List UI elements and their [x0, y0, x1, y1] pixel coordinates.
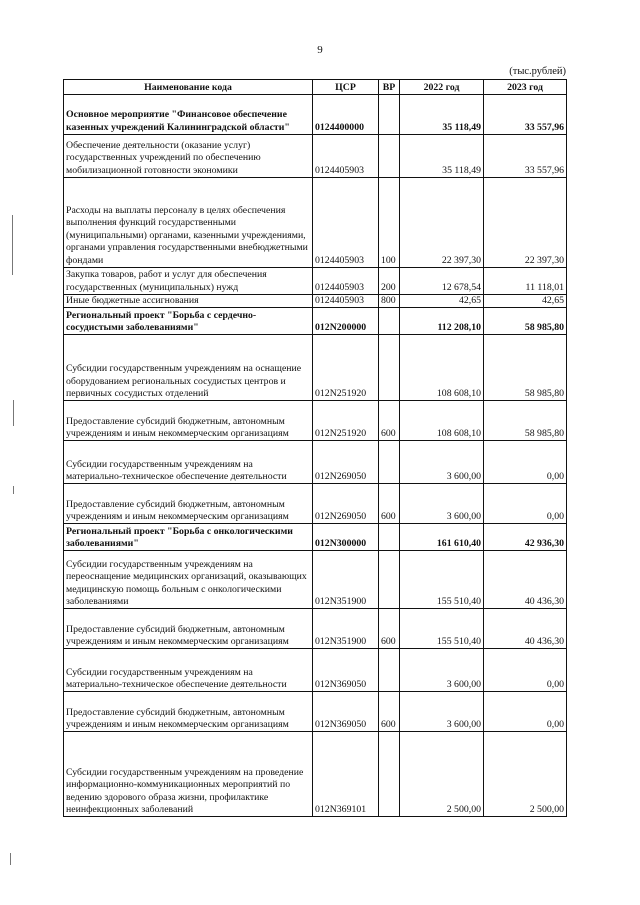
row-csr-cell: 0124405903 [313, 178, 379, 268]
table-row [64, 609, 567, 649]
budget-table [63, 79, 567, 817]
row-2023-cell: 0,00 [484, 692, 567, 732]
header-vr: ВР [379, 80, 400, 95]
row-vr-cell [379, 732, 400, 817]
row-2022-cell: 155 510,40 [400, 609, 484, 649]
row-vr-cell: 600 [379, 484, 400, 524]
scan-mark [12, 215, 13, 275]
row-csr-cell: 012N269050 [313, 484, 379, 524]
row-name-cell: Субсидии государственным учреждениям на оснащение оборудованием региональных сосудистых центров и первичных сосудистых отделений [64, 335, 313, 401]
header-csr: ЦСР [313, 80, 379, 95]
table-row [64, 524, 567, 551]
row-csr-cell: 0124405903 [313, 135, 379, 178]
row-2023-cell: 58 985,80 [484, 308, 567, 335]
header-2023: 2023 год [484, 80, 567, 95]
units-label: (тыс.рублей) [509, 66, 566, 77]
row-2022-cell: 155 510,40 [400, 551, 484, 609]
row-vr-cell: 600 [379, 401, 400, 441]
row-2023-cell: 22 397,30 [484, 178, 567, 268]
row-csr-cell: 012N369101 [313, 732, 379, 817]
table-row [64, 308, 567, 335]
row-name-cell: Иные бюджетные ассигнования [64, 295, 313, 308]
row-vr-cell: 200 [379, 268, 400, 295]
row-name-cell: Субсидии государственным учреждениям на проведение информационно-коммуникационных мероприятий по ведению здорового образа жизни, профилактике неинфекционных заболеваний [64, 732, 313, 817]
scan-mark [13, 486, 14, 494]
row-csr-cell: 0124405903 [313, 295, 379, 308]
row-2022-cell: 22 397,30 [400, 178, 484, 268]
row-csr-cell: 012N369050 [313, 692, 379, 732]
row-vr-cell [379, 649, 400, 692]
row-vr-cell [379, 551, 400, 609]
row-vr-cell [379, 441, 400, 484]
row-name-cell: Закупка товаров, работ и услуг для обеспечения государственных (муниципальных) нужд [64, 268, 313, 295]
table-row [64, 484, 567, 524]
table-row [64, 335, 567, 401]
row-name-cell: Субсидии государственным учреждениям на материально-техническое обеспечение деятельности [64, 649, 313, 692]
scan-mark [10, 853, 11, 865]
table-row [64, 692, 567, 732]
row-name-cell: Предоставление субсидий бюджетным, автономным учреждениям и иным некоммерческим организациям [64, 401, 313, 441]
row-2023-cell: 42 936,30 [484, 524, 567, 551]
row-2023-cell: 11 118,01 [484, 268, 567, 295]
row-name-cell: Расходы на выплаты персоналу в целях обеспечения выполнения функций государственными (муниципальными) органами, казенными учреждениями, органами управления государственными внебюджетными фондами [64, 178, 313, 268]
table-body [64, 95, 567, 817]
row-2023-cell: 40 436,30 [484, 551, 567, 609]
table-row [64, 401, 567, 441]
row-csr-cell: 0124400000 [313, 95, 379, 135]
table-header-row [64, 80, 567, 95]
row-vr-cell [379, 524, 400, 551]
row-2022-cell: 3 600,00 [400, 441, 484, 484]
row-2023-cell: 42,65 [484, 295, 567, 308]
scan-mark [13, 400, 14, 426]
row-2022-cell: 3 600,00 [400, 484, 484, 524]
row-2023-cell: 58 985,80 [484, 401, 567, 441]
row-csr-cell: 012N351900 [313, 551, 379, 609]
row-2023-cell: 40 436,30 [484, 609, 567, 649]
row-name-cell: Региональный проект "Борьба с сердечно-сосудистыми заболеваниями" [64, 308, 313, 335]
row-2023-cell: 2 500,00 [484, 732, 567, 817]
row-name-cell: Предоставление субсидий бюджетным, автономным учреждениям и иным некоммерческим организациям [64, 484, 313, 524]
table-row [64, 441, 567, 484]
row-2023-cell: 58 985,80 [484, 335, 567, 401]
row-csr-cell: 012N351900 [313, 609, 379, 649]
row-2022-cell: 3 600,00 [400, 649, 484, 692]
row-2022-cell: 108 608,10 [400, 335, 484, 401]
table-row [64, 649, 567, 692]
row-csr-cell: 012N369050 [313, 649, 379, 692]
row-vr-cell [379, 95, 400, 135]
row-2022-cell: 2 500,00 [400, 732, 484, 817]
row-vr-cell [379, 308, 400, 335]
row-name-cell: Субсидии государственным учреждениям на материально-техническое обеспечение деятельности [64, 441, 313, 484]
row-2023-cell: 0,00 [484, 484, 567, 524]
row-name-cell: Предоставление субсидий бюджетным, автономным учреждениям и иным некоммерческим организациям [64, 692, 313, 732]
row-name-cell: Основное мероприятие "Финансовое обеспечение казенных учреждений Калининградской области" [64, 95, 313, 135]
row-2022-cell: 35 118,49 [400, 135, 484, 178]
page-number: 9 [317, 44, 323, 56]
row-2023-cell: 33 557,96 [484, 135, 567, 178]
row-csr-cell: 012N251920 [313, 401, 379, 441]
row-2022-cell: 42,65 [400, 295, 484, 308]
header-2022: 2022 год [400, 80, 484, 95]
row-name-cell: Предоставление субсидий бюджетным, автономным учреждениям и иным некоммерческим организациям [64, 609, 313, 649]
row-2023-cell: 0,00 [484, 649, 567, 692]
row-2022-cell: 112 208,10 [400, 308, 484, 335]
table-row [64, 268, 567, 295]
row-2022-cell: 108 608,10 [400, 401, 484, 441]
row-2022-cell: 3 600,00 [400, 692, 484, 732]
table-row [64, 135, 567, 178]
row-2022-cell: 12 678,54 [400, 268, 484, 295]
row-vr-cell [379, 335, 400, 401]
header-name: Наименование кода [64, 80, 313, 95]
row-vr-cell: 600 [379, 609, 400, 649]
table-row [64, 732, 567, 817]
row-2023-cell: 0,00 [484, 441, 567, 484]
row-name-cell: Субсидии государственным учреждениям на переоснащение медицинских организаций, оказывающих медицинскую помощь больным с онкологическими заболеваниями [64, 551, 313, 609]
table-row [64, 295, 567, 308]
row-csr-cell: 012N300000 [313, 524, 379, 551]
row-csr-cell: 0124405903 [313, 268, 379, 295]
row-vr-cell: 100 [379, 178, 400, 268]
row-vr-cell: 600 [379, 692, 400, 732]
table-row [64, 551, 567, 609]
row-csr-cell: 012N200000 [313, 308, 379, 335]
row-vr-cell: 800 [379, 295, 400, 308]
table-row [64, 178, 567, 268]
row-csr-cell: 012N269050 [313, 441, 379, 484]
row-name-cell: Обеспечение деятельности (оказание услуг) государственных учреждений по обеспечению мобилизационной готовности экономики [64, 135, 313, 178]
table-row [64, 95, 567, 135]
row-2022-cell: 161 610,40 [400, 524, 484, 551]
row-name-cell: Региональный проект "Борьба с онкологическими заболеваниями" [64, 524, 313, 551]
row-vr-cell [379, 135, 400, 178]
row-2022-cell: 35 118,49 [400, 95, 484, 135]
row-2023-cell: 33 557,96 [484, 95, 567, 135]
row-csr-cell: 012N251920 [313, 335, 379, 401]
